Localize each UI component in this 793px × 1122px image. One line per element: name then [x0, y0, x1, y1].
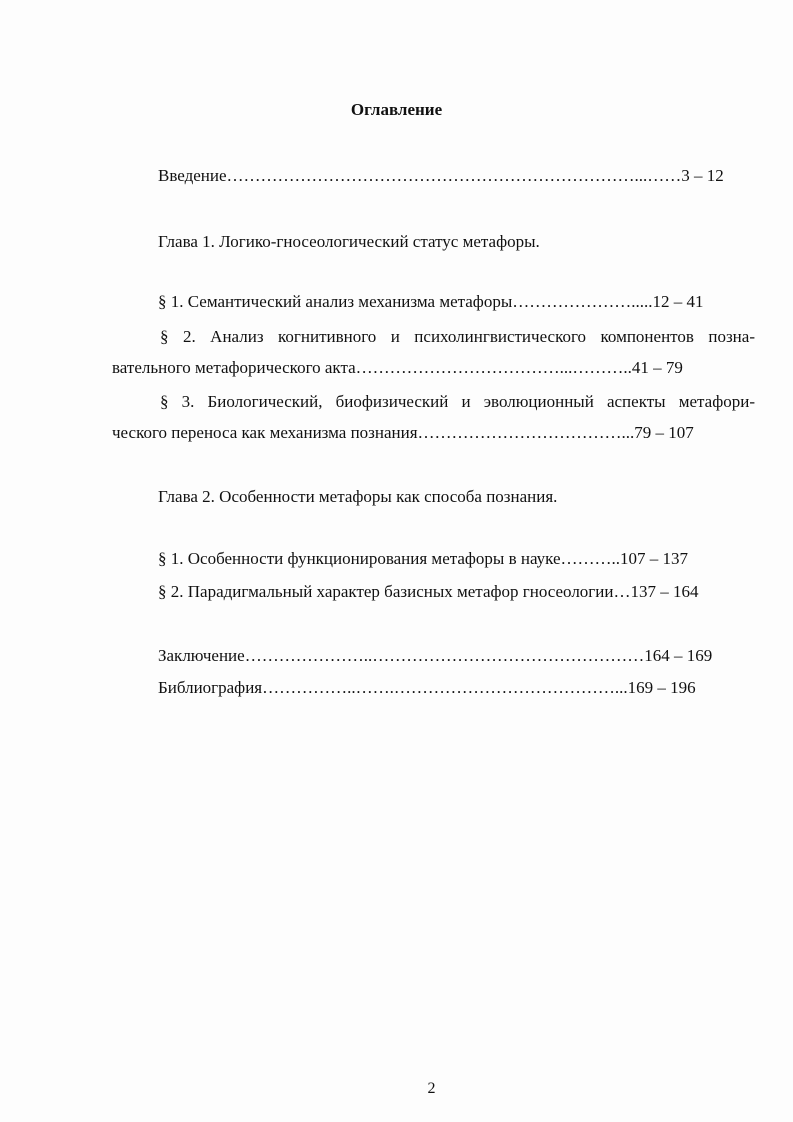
chapter-2-heading: Глава 2. Особенности метафоры как способа познания.: [158, 487, 558, 506]
toc-entry-ch1-section-1: § 1. Семантический анализ механизма метафоры………………….....12 – 41: [158, 292, 704, 311]
page-title: Оглавление: [350, 100, 443, 119]
toc-entry-conclusion: Заключение…………………..…………………………………………164 – 169: [158, 646, 713, 665]
toc-entry-ch2-section-2: § 2. Парадигмальный характер базисных метафор гносеологии…137 – 164: [158, 582, 699, 601]
toc-entry-ch1-section-2-line-2: вательного метафорического акта………………………………...………..41 – 79: [112, 358, 683, 377]
toc-entry-ch1-section-2-line-1: § 2. Анализ когнитивного и психолингвистического компонентов позна-: [160, 327, 755, 346]
toc-entry-introduction: Введение………………………………………………………………...……3 – 12: [158, 166, 724, 185]
chapter-1-heading: Глава 1. Логико-гносеологический статус метафоры.: [158, 232, 540, 251]
toc-entry-ch1-section-3-line-1: § 3. Биологический, биофизический и эволюционный аспекты метафори-: [160, 392, 755, 411]
toc-entry-ch1-section-3-line-2: ческого переноса как механизма познания………………………………...79 – 107: [112, 423, 694, 442]
toc-entry-ch2-section-1: § 1. Особенности функционирования метафоры в науке………..107 – 137: [158, 549, 689, 568]
toc-entry-bibliography: Библиография……………..…….…………………………………...169 – 196: [158, 678, 696, 697]
page-number: 2: [427, 1080, 436, 1097]
